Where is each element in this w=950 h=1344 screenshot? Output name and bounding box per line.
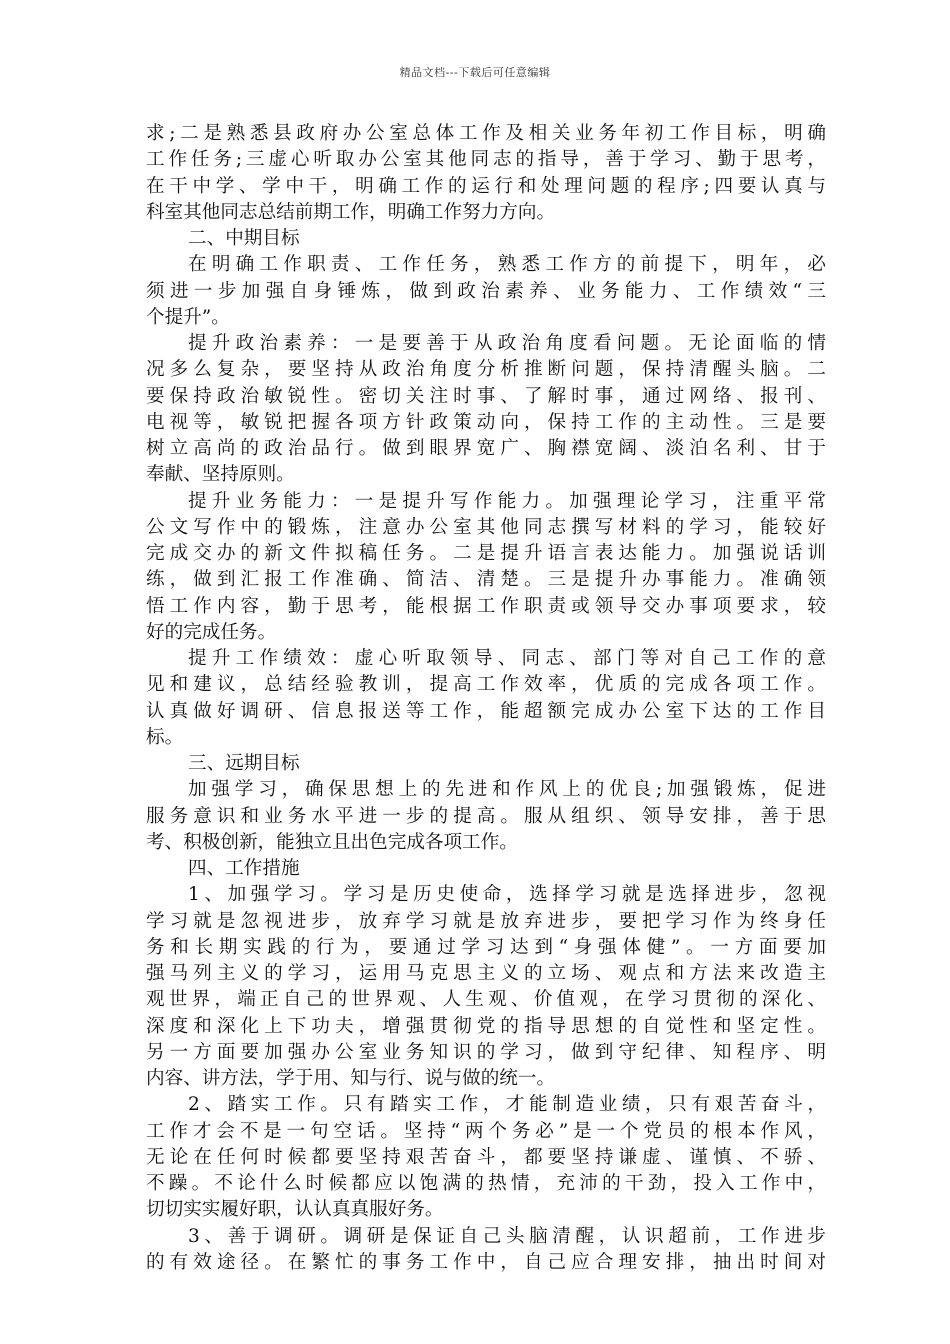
text-line: 2、踏实工作。只有踏实工作，才能制造业绩，只有艰苦奋斗， [188,1094,826,1116]
text-line: 须进一步加强自身锤炼，做到政治素养、业务能力、工作绩效“三 [146,280,826,302]
text-line: 悟工作内容，勤于思考，能根据工作职责或领导交办事项要求，较 [146,595,826,617]
document-body [146,121,826,1276]
text-line: 见和建议，总结经验教训，提高工作效率，优质的完成各项工作。 [146,674,826,696]
text-line: 在干中学、学中干，明确工作的运行和处理问题的程序;四要认真与 [146,175,826,197]
text-line: 好的完成任务。 [146,621,277,643]
text-line: 电视等，敏锐把握各项方针政策动向，保持工作的主动性。三是要 [146,411,826,433]
text-line: 工作才会不是一句空话。坚持“两个务必”是一个党员的根本作风， [146,1120,826,1142]
text-line: 切切实实履好职，认认真真服好务。 [146,1199,444,1221]
text-line: 学习就是忽视进步，放弃学习就是放弃进步，要把学习作为终身任 [146,910,826,932]
text-line: 服务意识和业务水平进一步的提高。服从组织、领导安排，善于思 [146,805,826,827]
text-line: 提升工作绩效：虚心听取领导、同志、部门等对自己工作的意 [188,648,826,669]
text-line: 求;二是熟悉县政府办公室总体工作及相关业务年初工作目标，明确 [146,123,826,144]
text-line: 深度和深化上下功夫，增强贯彻党的指导思想的自觉性和坚定性。 [146,1015,826,1037]
text-line: 的有效途径。在繁忙的事务工作中，自己应合理安排，抽出时间对 [146,1251,826,1273]
text-line: 公文写作中的锻炼，注意办公室其他同志撰写材料的学习，能较好 [146,516,826,538]
text-line: 加强学习，确保思想上的先进和作风上的优良;加强锻炼，促进 [188,779,826,801]
text-line: 树立高尚的政治品行。做到眼界宽广、胸襟宽阔、淡泊名利、甘于 [146,438,826,459]
text-line: 不躁。不论什么时候都应以饱满的热情，充沛的干劲，投入工作中， [146,1173,826,1194]
text-line: 1、加强学习。学习是历史使命，选择学习就是选择进步，忽视 [188,884,826,906]
text-line: 四、工作措施 [188,858,300,879]
text-line: 工作任务;三虚心听取办公室其他同志的指导，善于学习、勤于思考， [146,149,826,171]
text-line: 内容、讲方法，学于用、知与行、说与做的统一。 [146,1068,556,1089]
text-line: 另一方面要加强办公室业务知识的学习，做到守纪律、知程序、明 [146,1041,826,1063]
text-line: 认真做好调研、信息报送等工作，能超额完成办公室下达的工作目 [146,700,826,722]
text-line: 无论在任何时候都要坚持艰苦奋斗，都要坚持谦虚、谨慎、不骄、 [146,1146,826,1168]
text-line: 完成交办的新文件拟稿任务。二是提升语言表达能力。加强说话训 [146,543,826,564]
text-line: 在明确工作职责、工作任务，熟悉工作方的前提下，明年，必 [188,254,826,276]
text-line: 提升业务能力：一是提升写作能力。加强理论学习，注重平常 [188,490,826,512]
text-line: 个提升”。 [146,306,230,328]
text-line: 标。 [146,726,184,748]
text-line: 况多么复杂，要坚持从政治角度分析推断问题，保持清醒头脑。二 [146,359,826,381]
text-line: 三、远期目标 [188,753,300,774]
text-line: 观世界，端正自己的世界观、人生观、价值观，在学习贯彻的深化、 [146,989,826,1011]
text-line: 二、中期目标 [188,228,300,249]
text-line: 练，做到汇报工作准确、简洁、清楚。三是提升办事能力。准确领 [146,569,826,591]
text-line: 3、善于调研。调研是保证自己头脑清醒，认识超前，工作进步 [188,1225,826,1247]
text-line: 强马列主义的学习，运用马克思主义的立场、观点和方法来改造主 [146,963,826,984]
text-line: 提升政治素养：一是要善于从政治角度看问题。无论面临的情 [188,333,826,354]
text-line: 务和长期实践的行为，要通过学习达到“身强体健”。一方面要加 [146,936,826,958]
text-line: 奉献、坚持原则。 [146,464,295,486]
page-header: 精品文档---下载后可任意编辑 [399,66,551,79]
text-line: 考、积极创新，能独立且出色完成各项工作。 [146,831,518,853]
text-line: 科室其他同志总结前期工作，明确工作努力方向。 [146,201,556,223]
text-line: 要保持政治敏锐性。密切关注时事、了解时事，通过网络、报刊、 [146,385,826,407]
